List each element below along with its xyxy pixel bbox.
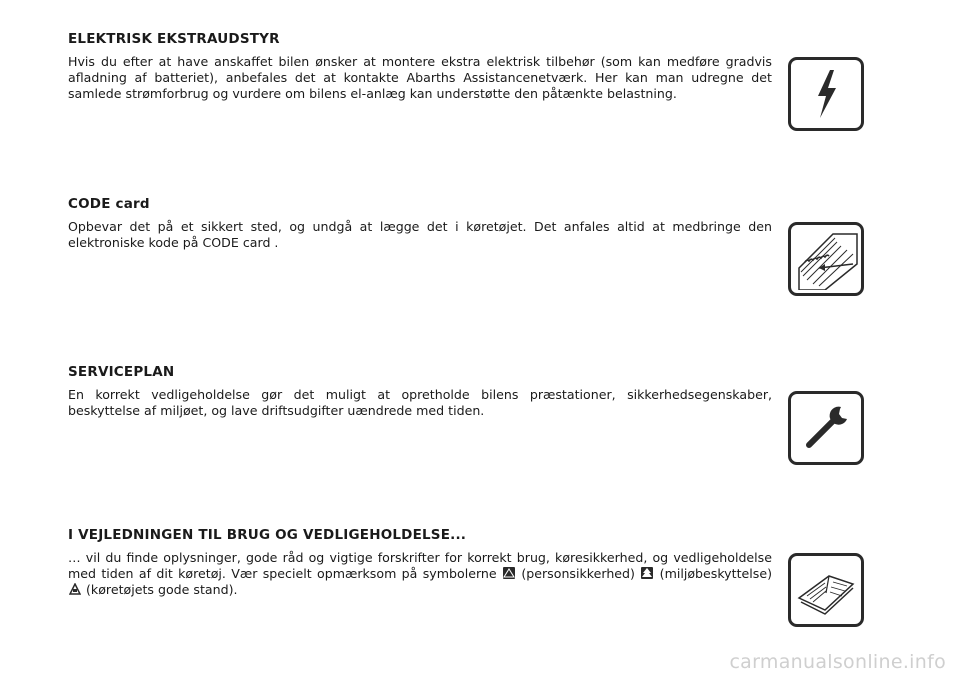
section-electrical-equipment [68,31,772,103]
person-safety-icon [503,567,515,579]
heading-serviceplan: SERVICEPLAN [68,364,175,380]
manual-book-icon [788,553,864,627]
section-serviceplan [68,364,772,419]
lightning-icon [788,57,864,131]
heading-electrical-equipment: ELEKTRISK EKSTRAUDSTYR [68,31,280,47]
text-manual-part4: (køretøjets gode stand). [82,582,238,598]
text-manual [68,550,772,599]
text-serviceplan: En korrekt vedligeholdelse gør det muligt at opretholde bilens præstationer, sikkerhedsegenskaber, beskyttelse af miljøet, og lave driftsudgifter uændrede med tiden. [68,387,772,419]
wrench-icon [788,391,864,465]
watermark: carmanualsonline.info [729,651,946,673]
text-manual-part1: … vil du finde oplysninger, gode råd og vigtige forskrifter for korrekt brug, køresikkerhed, og vedligeholdelse med tiden af dit køretøj. Vær specielt opmærksom på symbolerne [68,550,772,582]
heading-code-card: CODE card [68,196,150,212]
text-manual-part2: (personsikkerhed) [516,566,641,582]
text-electrical-equipment: Hvis du efter at have anskaffet bilen ønsker at montere ekstra elektrisk tilbehør (som kan medføre gradvis afladning af batteriet), anbefales det at kontakte Abarths Assistancenetværk. Her kan man udregne det samlede strømforbrug og vurdere om bilens el-anlæg kan understøtte den påtænkte belastning. [68,54,772,102]
text-code-card: Opbevar det på et sikkert sted, og undgå at lægge det i køretøjet. Det anfales altid at medbringe den elektroniske kode på CODE card . [68,219,772,251]
code-card-icon [788,222,864,296]
text-manual-part3: (miljøbeskyttelse) [654,566,772,582]
vehicle-care-icon [69,583,81,595]
environment-icon [641,567,653,579]
section-manual [68,527,772,599]
section-code-card [68,196,772,251]
heading-manual: I VEJLEDNINGEN TIL BRUG OG VEDLIGEHOLDELSE... [68,527,467,543]
